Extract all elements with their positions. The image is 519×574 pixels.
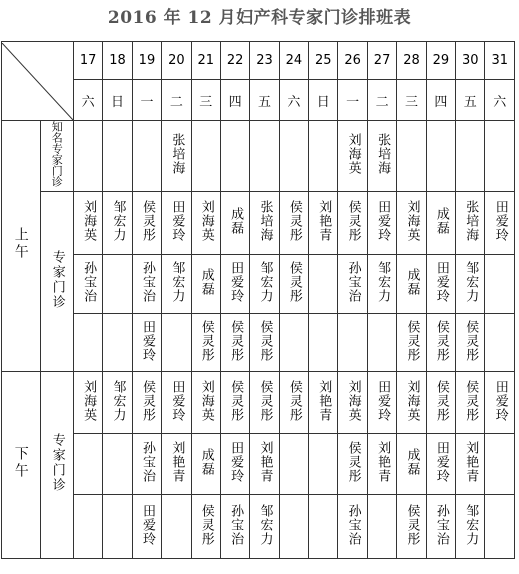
doctor-cell <box>191 372 220 434</box>
weekday-text: 六 <box>81 94 95 110</box>
doctor-cell <box>367 255 396 314</box>
doctor-cell <box>250 255 279 314</box>
doctor-cell <box>132 495 161 559</box>
doctor-cell <box>191 192 220 255</box>
doctor-cell <box>338 314 367 372</box>
doctor-name: 刘海英 <box>404 200 420 242</box>
doctor-cell <box>426 314 455 372</box>
doctor-cell <box>338 255 367 314</box>
doctor-cell <box>485 372 515 434</box>
pm-label <box>2 372 41 559</box>
doctor-cell <box>426 121 455 192</box>
doctor-cell <box>367 495 396 559</box>
doctor-cell <box>485 495 515 559</box>
day-number-text: 18 <box>109 53 126 68</box>
doctor-cell <box>309 314 338 372</box>
weekday <box>191 80 220 121</box>
doctor-cell <box>456 372 485 434</box>
doctor-cell <box>485 255 515 314</box>
doctor-cell <box>367 372 396 434</box>
doctor-name: 孙宝治 <box>81 261 97 303</box>
doctor-cell <box>132 192 161 255</box>
doctor-name: 邹宏力 <box>463 503 479 546</box>
doctor-name: 田爱玲 <box>228 441 244 483</box>
doctor-name: 张培海 <box>375 133 391 175</box>
doctor-name: 侯灵彤 <box>404 319 420 362</box>
doctor-name: 侯灵彤 <box>433 319 449 362</box>
day-number-text: 29 <box>432 53 450 68</box>
day-number-text: 25 <box>315 53 332 68</box>
doctor-cell <box>132 372 161 434</box>
day-number <box>367 42 396 80</box>
doctor-name: 田爱玲 <box>492 200 508 242</box>
am-expert-label <box>40 192 73 372</box>
doctor-cell <box>220 495 249 559</box>
doctor-cell <box>397 121 426 192</box>
doctor-cell <box>279 495 308 559</box>
doctor-cell <box>103 434 132 495</box>
doctor-cell <box>309 192 338 255</box>
pm-expert-row <box>2 372 515 434</box>
doctor-cell <box>73 255 102 314</box>
doctor-name: 侯灵彤 <box>345 441 361 483</box>
weekday <box>250 80 279 121</box>
doctor-name: 孙宝治 <box>139 441 155 483</box>
day-number <box>485 42 515 80</box>
doctor-name: 侯灵彤 <box>404 503 420 546</box>
pm-expert-label <box>40 372 73 559</box>
doctor-name: 田爱玲 <box>433 441 449 483</box>
doctor-name: 刘海英 <box>345 133 361 175</box>
doctor-name: 成磊 <box>198 268 214 296</box>
doctor-name: 刘艳青 <box>257 441 273 483</box>
doctor-name: 田爱玲 <box>169 200 185 242</box>
doctor-name: 邹宏力 <box>463 261 479 303</box>
doctor-cell <box>426 255 455 314</box>
doctor-cell <box>191 434 220 495</box>
pm-expert-row <box>2 434 515 495</box>
doctor-name: 侯灵彤 <box>463 319 479 362</box>
weekday-text: 二 <box>375 94 389 110</box>
day-number <box>132 42 161 80</box>
doctor-name: 张培海 <box>257 200 273 242</box>
weekday <box>485 80 515 121</box>
weekday <box>456 80 485 121</box>
corner-diagonal-cell <box>2 42 74 121</box>
doctor-name: 刘艳青 <box>316 200 332 242</box>
doctor-name: 田爱玲 <box>375 379 391 422</box>
doctor-cell <box>103 495 132 559</box>
doctor-cell <box>220 121 249 192</box>
doctor-cell <box>338 495 367 559</box>
doctor-name: 侯灵彤 <box>345 200 361 242</box>
day-number <box>426 42 455 80</box>
doctor-cell <box>485 434 515 495</box>
doctor-name: 侯灵彤 <box>286 200 302 242</box>
weekday <box>103 80 132 121</box>
doctor-cell <box>162 255 191 314</box>
weekday <box>220 80 249 121</box>
doctor-name: 侯灵彤 <box>198 503 214 546</box>
doctor-cell <box>73 192 102 255</box>
doctor-cell <box>456 434 485 495</box>
day-number-text: 17 <box>79 53 97 68</box>
doctor-name: 侯灵彤 <box>433 379 449 422</box>
doctor-cell <box>279 434 308 495</box>
pm-expert-label-text: 专家门诊 <box>49 433 65 493</box>
doctor-cell <box>426 372 455 434</box>
weekday-text: 三 <box>199 94 213 110</box>
doctor-cell <box>220 255 249 314</box>
doctor-name: 田爱玲 <box>375 200 391 242</box>
doctor-name: 田爱玲 <box>139 503 155 546</box>
doctor-name: 孙宝治 <box>228 503 244 546</box>
doctor-name: 侯灵彤 <box>139 379 155 422</box>
doctor-cell <box>397 434 426 495</box>
am-famous-row <box>2 121 515 192</box>
doctor-cell <box>456 255 485 314</box>
day-number-text: 28 <box>403 53 420 68</box>
weekday-text: 一 <box>140 94 154 110</box>
doctor-name: 邹宏力 <box>375 261 391 303</box>
doctor-name: 成磊 <box>433 207 449 235</box>
doctor-name: 成磊 <box>198 448 214 476</box>
doctor-name: 侯灵彤 <box>198 319 214 362</box>
doctor-name: 刘海英 <box>198 379 214 422</box>
doctor-cell <box>338 372 367 434</box>
doctor-cell <box>279 314 308 372</box>
doctor-name: 田爱玲 <box>492 379 508 422</box>
weekday <box>132 80 161 121</box>
doctor-cell <box>397 255 426 314</box>
am-expert-label-text: 专家门诊 <box>49 249 65 310</box>
doctor-cell <box>485 192 515 255</box>
doctor-cell <box>485 121 515 192</box>
weekday <box>162 80 191 121</box>
day-number-text: 22 <box>226 53 244 68</box>
doctor-cell <box>191 255 220 314</box>
header-day-row <box>2 42 515 80</box>
doctor-name: 刘艳青 <box>375 441 391 483</box>
doctor-cell <box>191 121 220 192</box>
doctor-cell <box>103 192 132 255</box>
weekday-text: 三 <box>404 94 418 110</box>
am-expert-row <box>2 314 515 372</box>
doctor-name: 田爱玲 <box>228 261 244 303</box>
day-number <box>162 42 191 80</box>
schedule-title: 2016 年 12 月妇产科专家门诊排班表 <box>107 8 412 28</box>
doctor-cell <box>250 192 279 255</box>
day-number <box>309 42 338 80</box>
doctor-name: 孙宝治 <box>345 261 361 303</box>
weekday <box>367 80 396 121</box>
doctor-name: 邹宏力 <box>169 261 185 303</box>
doctor-cell <box>103 314 132 372</box>
doctor-cell <box>367 121 396 192</box>
doctor-name: 田爱玲 <box>139 319 155 362</box>
day-number <box>456 42 485 80</box>
doctor-name: 田爱玲 <box>169 379 185 422</box>
doctor-name: 刘海英 <box>345 379 361 422</box>
day-number-text: 27 <box>373 53 391 68</box>
weekday <box>397 80 426 121</box>
doctor-cell <box>250 314 279 372</box>
doctor-cell <box>103 372 132 434</box>
day-number <box>220 42 249 80</box>
doctor-cell <box>73 434 102 495</box>
doctor-cell <box>103 121 132 192</box>
famous-expert-label-text: 知名专家门诊 <box>50 121 64 187</box>
doctor-cell <box>220 372 249 434</box>
weekday-text: 一 <box>346 94 360 110</box>
doctor-cell <box>162 495 191 559</box>
doctor-cell <box>456 314 485 372</box>
doctor-cell <box>162 372 191 434</box>
doctor-cell <box>338 121 367 192</box>
doctor-cell <box>220 314 249 372</box>
doctor-cell <box>397 495 426 559</box>
day-number <box>338 42 367 80</box>
doctor-cell <box>309 434 338 495</box>
doctor-name: 侯灵彤 <box>463 379 479 422</box>
doctor-cell <box>456 121 485 192</box>
day-number-text: 19 <box>138 53 156 68</box>
doctor-name: 刘艳青 <box>316 379 332 422</box>
doctor-cell <box>132 255 161 314</box>
doctor-cell <box>397 372 426 434</box>
doctor-name: 刘海英 <box>198 200 214 242</box>
day-number <box>397 42 426 80</box>
doctor-name: 刘海英 <box>81 379 97 422</box>
doctor-name: 邹宏力 <box>257 261 273 303</box>
weekday-text: 二 <box>169 94 183 110</box>
day-number-text: 26 <box>344 53 361 68</box>
doctor-cell <box>485 314 515 372</box>
day-number-text: 30 <box>461 53 479 68</box>
doctor-cell <box>132 121 161 192</box>
pm-expert-row <box>2 495 515 559</box>
doctor-name: 孙宝治 <box>433 503 449 546</box>
doctor-name: 孙宝治 <box>345 503 361 546</box>
doctor-name: 刘海英 <box>81 200 97 242</box>
day-number <box>103 42 132 80</box>
doctor-cell <box>367 192 396 255</box>
doctor-name: 刘艳青 <box>169 441 185 483</box>
doctor-cell <box>309 255 338 314</box>
doctor-name: 邹宏力 <box>257 503 273 546</box>
doctor-cell <box>426 434 455 495</box>
doctor-cell <box>73 372 102 434</box>
doctor-name: 邹宏力 <box>110 379 126 422</box>
doctor-cell <box>162 192 191 255</box>
doctor-name: 刘海英 <box>404 379 420 422</box>
doctor-name: 侯灵彤 <box>228 319 244 362</box>
weekday-text: 四 <box>228 94 242 110</box>
day-number-text: 21 <box>197 53 214 68</box>
am-label <box>2 121 41 372</box>
doctor-name: 田爱玲 <box>433 261 449 303</box>
weekday-text: 五 <box>258 94 272 110</box>
doctor-name: 张培海 <box>463 200 479 242</box>
doctor-cell <box>250 495 279 559</box>
doctor-cell <box>367 314 396 372</box>
doctor-name: 侯灵彤 <box>228 379 244 422</box>
weekday-text: 六 <box>493 94 507 110</box>
weekday-text: 五 <box>463 94 477 110</box>
weekday <box>309 80 338 121</box>
doctor-cell <box>220 434 249 495</box>
header-weekday-row <box>2 80 515 121</box>
doctor-cell <box>162 121 191 192</box>
doctor-cell <box>279 372 308 434</box>
doctor-cell <box>132 434 161 495</box>
weekday-text: 四 <box>434 94 448 110</box>
doctor-cell <box>132 314 161 372</box>
weekday <box>338 80 367 121</box>
doctor-cell <box>338 434 367 495</box>
day-number <box>73 42 102 80</box>
doctor-name: 成磊 <box>228 207 244 235</box>
doctor-name: 成磊 <box>404 448 420 476</box>
famous-expert-label <box>40 121 73 192</box>
weekday-text: 日 <box>111 94 125 110</box>
weekday-text: 日 <box>316 94 330 110</box>
weekday <box>279 80 308 121</box>
doctor-cell <box>279 121 308 192</box>
day-number <box>250 42 279 80</box>
day-number-text: 20 <box>168 53 185 68</box>
doctor-name: 刘艳青 <box>463 441 479 483</box>
doctor-cell <box>250 121 279 192</box>
doctor-name: 张培海 <box>169 133 185 175</box>
day-number-text: 31 <box>491 53 508 68</box>
doctor-name: 孙宝治 <box>139 261 155 303</box>
doctor-cell <box>279 192 308 255</box>
doctor-name: 侯灵彤 <box>257 379 273 422</box>
doctor-cell <box>73 495 102 559</box>
doctor-cell <box>162 434 191 495</box>
doctor-name: 侯灵彤 <box>139 200 155 242</box>
day-number <box>279 42 308 80</box>
am-label-text: 上午 <box>12 227 29 261</box>
doctor-cell <box>456 192 485 255</box>
doctor-cell <box>73 314 102 372</box>
pm-label-text: 下午 <box>12 446 29 480</box>
am-expert-row <box>2 192 515 255</box>
doctor-cell <box>397 192 426 255</box>
doctor-cell <box>191 495 220 559</box>
weekday <box>73 80 102 121</box>
doctor-cell <box>220 192 249 255</box>
doctor-name: 成磊 <box>404 268 420 296</box>
doctor-cell <box>162 314 191 372</box>
doctor-cell <box>367 434 396 495</box>
doctor-name: 侯灵彤 <box>286 261 302 303</box>
schedule-table <box>1 41 515 559</box>
diagonal-line <box>2 43 73 120</box>
doctor-cell <box>191 314 220 372</box>
day-number <box>191 42 220 80</box>
doctor-cell <box>250 434 279 495</box>
doctor-cell <box>73 121 102 192</box>
doctor-name: 邹宏力 <box>110 200 126 242</box>
doctor-cell <box>309 495 338 559</box>
doctor-cell <box>338 192 367 255</box>
doctor-cell <box>397 314 426 372</box>
doctor-name: 侯灵彤 <box>257 319 273 362</box>
day-number-text: 23 <box>256 53 273 68</box>
am-expert-row <box>2 255 515 314</box>
day-number-text: 24 <box>285 53 303 68</box>
doctor-cell <box>456 495 485 559</box>
doctor-cell <box>426 192 455 255</box>
doctor-cell <box>309 372 338 434</box>
doctor-cell <box>279 255 308 314</box>
weekday-text: 六 <box>287 94 301 110</box>
doctor-cell <box>309 121 338 192</box>
doctor-cell <box>426 495 455 559</box>
doctor-cell <box>103 255 132 314</box>
doctor-cell <box>250 372 279 434</box>
doctor-name: 侯灵彤 <box>286 379 302 422</box>
weekday <box>426 80 455 121</box>
